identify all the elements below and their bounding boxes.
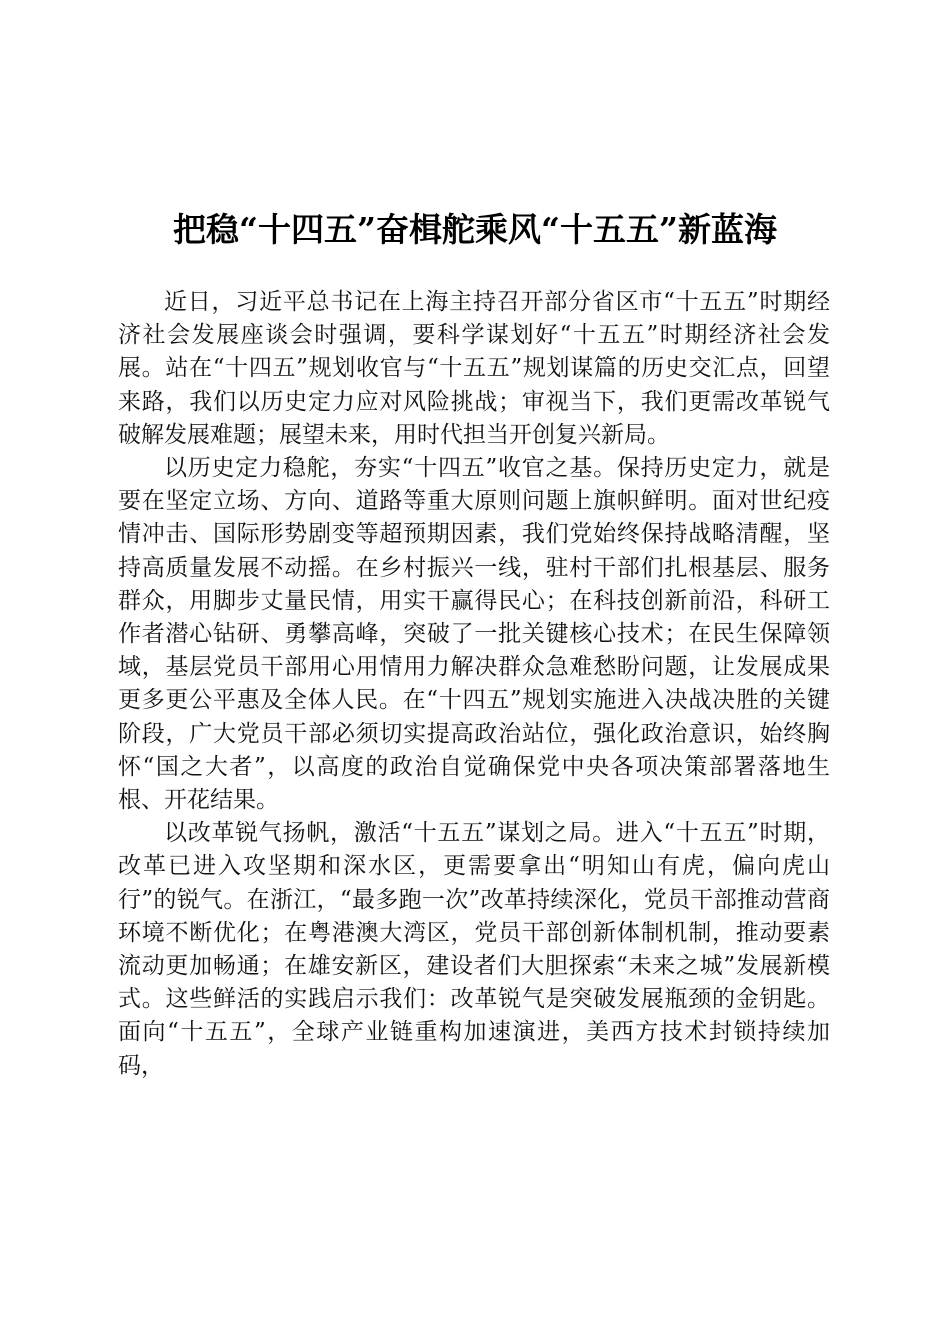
document-body [118, 286, 830, 1083]
paragraph-reform: 以改革锐气扬帆，激活“十五五”谋划之局。进入“十五五”时期，改革已进入攻坚期和深水区，更需要拿出“明知山有虎，偏向虎山行”的锐气。在浙江，“最多跑一次”改革持续深化，党员干部推动营商环境不断优化；在粤港澳大湾区，党员干部创新体制机制，推动要素流动更加畅通；在雄安新区，建设者们大胆探索“未来之城”发展新模式。这些鲜活的实践启示我们：改革锐气是突破发展瓶颈的金钥匙。面向“十五五”，全球产业链重构加速演进，美西方技术封锁持续加码， [118, 820, 830, 1079]
paragraph-intro: 近日，习近平总书记在上海主持召开部分省区市“十五五”时期经济社会发展座谈会时强调，要科学谋划好“十五五”时期经济社会发展。站在“十四五”规划收官与“十五五”规划谋篇的历史交汇点，回望来路，我们以历史定力应对风险挑战；审视当下，我们更需改革锐气破解发展难题；展望未来，用时代担当开创复兴新局。 [118, 289, 830, 448]
paragraph-history: 以历史定力稳舵，夯实“十四五”收官之基。保持历史定力，就是要在坚定立场、方向、道路等重大原则问题上旗帜鲜明。面对世纪疫情冲击、国际形势剧变等超预期因素，我们党始终保持战略清醒，坚持高质量发展不动摇。在乡村振兴一线，驻村干部们扎根基层、服务群众，用脚步丈量民情，用实干赢得民心；在科技创新前沿，科研工作者潜心钻研、勇攀高峰，突破了一批关键核心技术；在民生保障领域，基层党员干部用心用情用力解决群众急难愁盼问题，让发展成果更多更公平惠及全体人民。在“十四五”规划实施进入决战决胜的关键阶段，广大党员干部必须切实提高政治站位，强化政治意识，始终胸怀“国之大者”，以高度的政治自觉确保党中央各项决策部署落地生根、开花结果。 [118, 455, 830, 814]
document-title: 把稳“十四五”奋楫舵乘风“十五五”新蓝海 [173, 210, 777, 250]
